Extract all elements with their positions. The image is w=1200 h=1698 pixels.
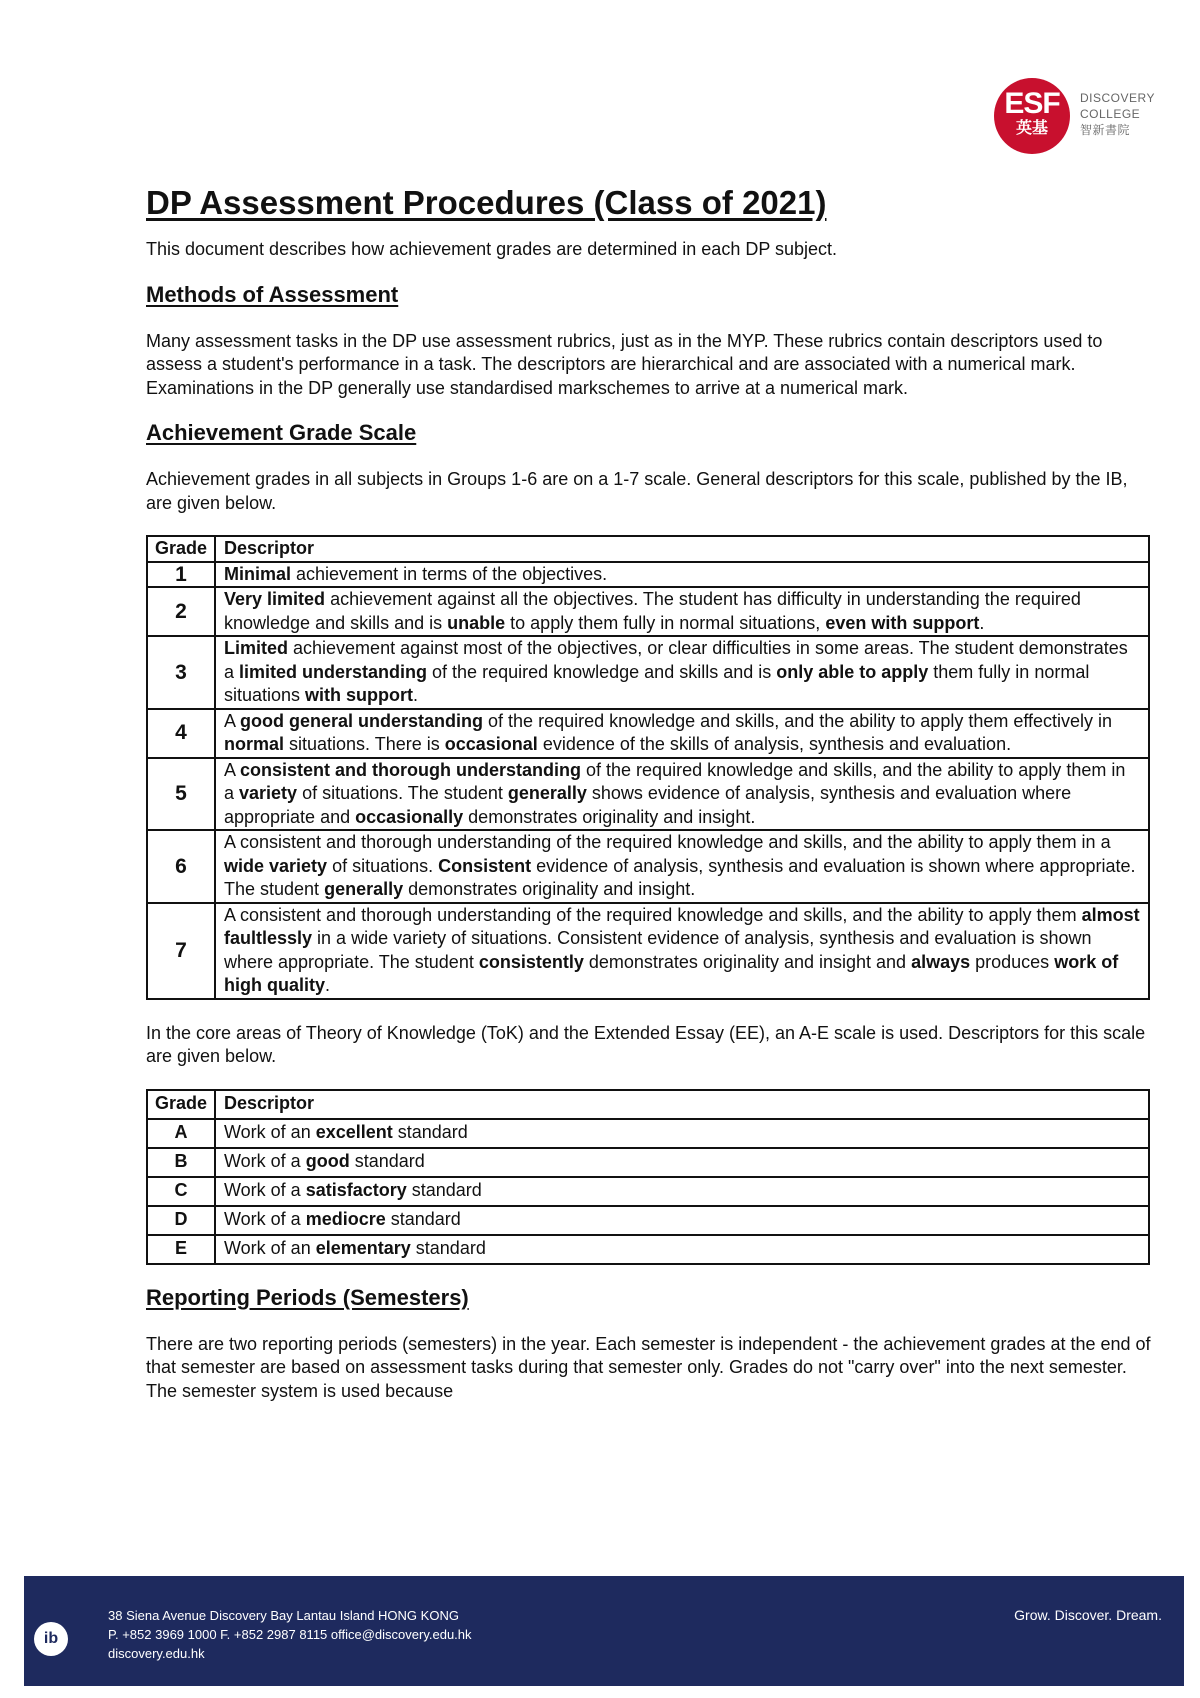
footer-address: 38 Siena Avenue Discovery Bay Lantau Island HONG KONG: [108, 1608, 459, 1623]
descriptor-text: standard: [385, 1209, 461, 1230]
table-row: [147, 587, 1149, 636]
table-header-row: [147, 536, 1149, 562]
grade-cell: A: [147, 1119, 215, 1148]
core-scale-table: [146, 1089, 1150, 1265]
descriptor-emphasis: Minimal: [224, 563, 292, 584]
footer-phone-email: P. +852 3969 1000 F. +852 2987 8115 office@discovery.edu.hk: [108, 1627, 472, 1642]
descriptor-text: achievement in terms of the objectives.: [291, 563, 608, 584]
descriptor-emphasis: occasionally: [355, 806, 464, 827]
descriptor-text: of the required knowledge and skills, and the ability to apply them in a: [224, 759, 1126, 803]
footer-tagline: Grow. Discover. Dream.: [1014, 1607, 1162, 1623]
table-row: [147, 903, 1149, 999]
footer-website-link[interactable]: discovery.edu.hk: [108, 1646, 205, 1661]
descriptor-emphasis: consistent and thorough understanding: [240, 759, 582, 780]
grade-cell: 1: [147, 562, 215, 588]
descriptor-text: produces: [970, 951, 1055, 972]
descriptor-text: standard: [406, 1180, 482, 1201]
scale-paragraph: Achievement grades in all subjects in Groups 1-6 are on a 1-7 scale. General descriptors for this scale, published by the IB, are given below.: [146, 469, 1128, 513]
table-row: [147, 1206, 1149, 1235]
descriptor-cell: [215, 709, 1149, 758]
descriptor-emphasis: almost faultlessly: [224, 904, 1140, 948]
document-body: [146, 180, 1156, 1403]
descriptor-text: .: [325, 975, 331, 995]
descriptor-emphasis: unable: [447, 612, 506, 633]
table-row: [147, 1119, 1149, 1148]
descriptor-column-header: Descriptor: [215, 536, 1149, 562]
grade-cell: B: [147, 1148, 215, 1177]
table-row: [147, 562, 1149, 588]
descriptor-text: .: [979, 612, 985, 633]
grade-cell: 4: [147, 709, 215, 758]
logo-line-1: DISCOVERY: [1080, 91, 1155, 105]
descriptor-emphasis: good: [305, 1151, 350, 1172]
page-footer: [24, 1576, 1184, 1686]
descriptor-text: standard: [349, 1151, 425, 1172]
descriptor-text: situations. There is: [284, 734, 445, 754]
descriptor-column-header: Descriptor: [215, 1090, 1149, 1119]
descriptor-cell: [215, 1235, 1149, 1264]
table-row: [147, 830, 1149, 903]
logo-cn-text: 英基: [1015, 118, 1048, 137]
descriptor-text: evidence of analysis, synthesis and evaluation is shown where appropriate. The student: [224, 855, 1136, 899]
descriptor-text: shows evidence of analysis, synthesis and evaluation where appropriate and: [224, 783, 1072, 827]
descriptor-emphasis: Very limited: [224, 589, 326, 609]
descriptor-text: A consistent and thorough understanding of the required knowledge and skills, and the ability to apply them: [224, 904, 1082, 925]
descriptor-cell: [215, 562, 1149, 588]
grade-cell: E: [147, 1235, 215, 1264]
descriptor-cell: [215, 1119, 1149, 1148]
descriptor-text: demonstrates originality and insight.: [463, 806, 756, 827]
descriptor-emphasis: elementary: [315, 1238, 411, 1259]
logo-esf-text: ESF: [1004, 87, 1060, 120]
descriptor-text: achievement against most of the objectives, or clear difficulties in some areas. The student demonstrates a: [224, 638, 1128, 682]
descriptor-text: A: [224, 759, 241, 780]
table-row: [147, 709, 1149, 758]
descriptor-text: demonstrates originality and insight and: [583, 951, 912, 972]
footer-contact: [108, 1606, 472, 1663]
descriptor-text: Work of a: [224, 1180, 306, 1201]
page-title: DP Assessment Procedures (Class of 2021): [146, 184, 827, 221]
scale-heading: Achievement Grade Scale: [146, 420, 417, 445]
descriptor-cell: [215, 636, 1149, 709]
descriptor-emphasis: consistently: [478, 951, 584, 972]
descriptor-text: standard: [392, 1122, 468, 1143]
grade-scale-table: [146, 535, 1150, 1000]
descriptor-cell: [215, 830, 1149, 903]
descriptor-emphasis: variety: [239, 783, 298, 803]
table-row: [147, 636, 1149, 709]
descriptor-cell: [215, 903, 1149, 999]
descriptor-emphasis: work of high quality: [224, 951, 1119, 995]
descriptor-emphasis: always: [911, 951, 971, 972]
grade-cell: 7: [147, 903, 215, 999]
esf-logo-mark: [994, 78, 1070, 154]
descriptor-text: Work of a: [224, 1209, 306, 1230]
descriptor-emphasis: satisfactory: [305, 1180, 407, 1201]
descriptor-emphasis: generally: [507, 783, 587, 803]
descriptor-emphasis: Consistent: [438, 855, 532, 876]
methods-paragraph: Many assessment tasks in the DP use assessment rubrics, just as in the MYP. These rubrics contain descriptors used to assess a student's performance in a task. The descriptors are hierarchical and are associated with a numerical mark. Examinations in the DP generally use standardised markschemes to arrive at a numerical mark.: [146, 330, 1103, 398]
descriptor-emphasis: only able to apply: [776, 661, 929, 682]
descriptor-emphasis: excellent: [315, 1122, 393, 1143]
grade-cell: 6: [147, 830, 215, 903]
descriptor-emphasis: mediocre: [305, 1209, 386, 1230]
grade-cell: 3: [147, 636, 215, 709]
descriptor-text: them fully in normal situations: [224, 661, 1090, 705]
logo-line-3: 智新書院: [1080, 123, 1131, 137]
intro-paragraph: This document describes how achievement grades are determined in each DP subject.: [146, 239, 838, 259]
core-scale-rows: [147, 1119, 1149, 1264]
descriptor-emphasis: with support: [305, 685, 414, 705]
descriptor-emphasis: good general understanding: [240, 710, 484, 731]
methods-heading: Methods of Assessment: [146, 281, 399, 307]
core-paragraph: In the core areas of Theory of Knowledge (ToK) and the Extended Essay (EE), an A-E scale is used. Descriptors for this scale are given below.: [146, 1022, 1146, 1066]
descriptor-emphasis: even with support: [825, 612, 980, 633]
descriptor-text: .: [413, 685, 419, 705]
descriptor-text: Work of an: [224, 1122, 316, 1143]
descriptor-cell: [215, 587, 1149, 636]
grade-cell: 5: [147, 758, 215, 831]
ib-logo-icon: ib: [34, 1622, 68, 1656]
descriptor-text: demonstrates originality and insight.: [403, 879, 696, 899]
reporting-paragraph: There are two reporting periods (semesters) in the year. Each semester is independent - the achievement grades at the end of that semester are based on assessment tasks during that semester only. Grades do not "carry over" into the next semester. The semester system is used because: [146, 1333, 1151, 1401]
table-header-row: [147, 1090, 1149, 1119]
descriptor-text: evidence of the skills of analysis, synthesis and evaluation.: [537, 734, 1012, 754]
college-logo: [994, 74, 1174, 154]
logo-wordmark: [1080, 90, 1155, 138]
descriptor-cell: [215, 1148, 1149, 1177]
descriptor-text: of situations. The student: [297, 783, 508, 803]
descriptor-cell: [215, 1206, 1149, 1235]
descriptor-text: of situations.: [327, 855, 439, 876]
descriptor-text: of the required knowledge and skills, and the ability to apply them effectively in: [483, 710, 1113, 731]
descriptor-emphasis: wide variety: [224, 855, 328, 876]
descriptor-text: Work of an: [224, 1238, 316, 1259]
descriptor-emphasis: Limited: [224, 638, 289, 658]
descriptor-text: in a wide variety of situations. Consistent evidence of analysis, synthesis and evaluation is shown where appropriate. The student: [224, 928, 1092, 972]
descriptor-emphasis: limited understanding: [239, 661, 428, 682]
descriptor-emphasis: normal: [224, 734, 285, 754]
descriptor-text: achievement against all the objectives. The student has difficulty in understanding the required knowledge and skills and is: [224, 589, 1081, 633]
descriptor-emphasis: occasional: [444, 734, 538, 754]
descriptor-text: A consistent and thorough understanding of the required knowledge and skills, and the ability to apply them in a: [224, 832, 1111, 852]
grade-cell: C: [147, 1177, 215, 1206]
table-row: [147, 1177, 1149, 1206]
descriptor-text: of the required knowledge and skills and is: [427, 661, 777, 682]
descriptor-text: to apply them fully in normal situations,: [505, 612, 826, 633]
logo-line-2: COLLEGE: [1080, 107, 1141, 121]
grade-column-header: Grade: [147, 1090, 215, 1119]
grade-column-header: Grade: [147, 536, 215, 562]
descriptor-emphasis: generally: [324, 879, 404, 899]
table-row: [147, 1235, 1149, 1264]
descriptor-cell: [215, 758, 1149, 831]
descriptor-text: Work of a: [224, 1151, 306, 1172]
table-row: [147, 1148, 1149, 1177]
descriptor-text: standard: [410, 1238, 486, 1259]
grade-scale-rows: [147, 562, 1149, 999]
grade-cell: 2: [147, 587, 215, 636]
grade-cell: D: [147, 1206, 215, 1235]
descriptor-cell: [215, 1177, 1149, 1206]
reporting-heading: Reporting Periods (Semesters): [146, 1284, 469, 1310]
descriptor-text: A: [224, 710, 241, 731]
table-row: [147, 758, 1149, 831]
